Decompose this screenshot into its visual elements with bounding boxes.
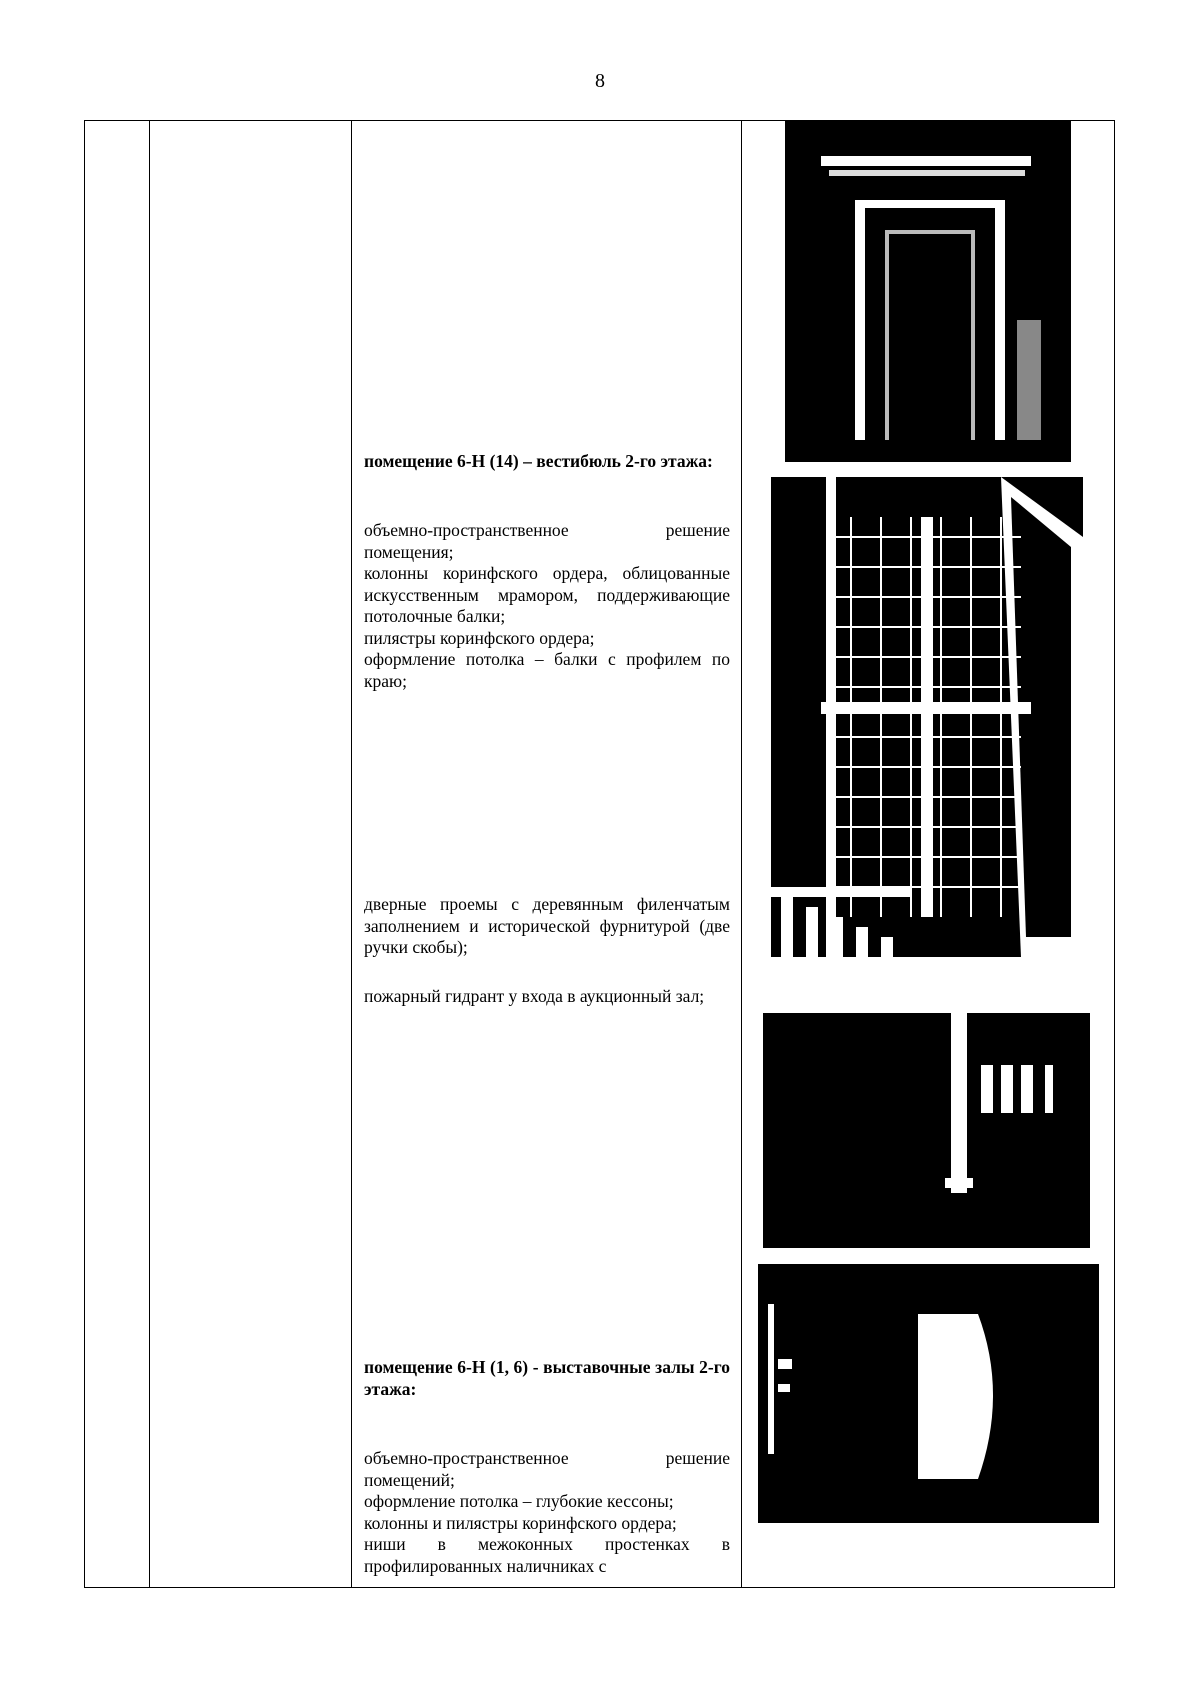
table-column-divider — [149, 121, 150, 1587]
vestibule-doors — [364, 894, 730, 959]
exhibition-heading-block — [364, 1357, 730, 1400]
vestibule-items — [364, 520, 730, 692]
list-item: ниши в межоконных простенках в профилированных наличниках с — [364, 1534, 730, 1576]
exhibition-items — [364, 1448, 730, 1577]
list-item: объемно-пространственное решение помещений; — [364, 1448, 730, 1490]
list-item: колонны и пилястры коринфского ордера; — [364, 1512, 677, 1533]
page-number: 8 — [595, 70, 605, 92]
exhibition-hall-photo — [758, 1264, 1099, 1523]
vestibule-heading: помещение 6-Н (14) – вестибюль 2-го этажа: — [364, 451, 713, 471]
exhibition-heading: помещение 6-Н (1, 6) - выставочные залы 2-го этажа: — [364, 1357, 730, 1399]
vestibule-heading-block — [364, 451, 730, 473]
vestibule-photo — [771, 477, 1083, 957]
list-item: оформление потолка – балки с профилем по краю; — [364, 649, 730, 691]
list-item: дверные проемы с деревянным филенчатым заполнением и исторической фурнитурой (две ручки скобы); — [364, 894, 730, 957]
doorway-photo — [785, 120, 1071, 462]
list-item: оформление потолка – глубокие кессоны; — [364, 1491, 674, 1511]
table-column-divider — [741, 121, 742, 1587]
vestibule-hydrant — [364, 986, 730, 1008]
list-item: колонны коринфского ордера, облицованные искусственным мрамором, поддерживающие потолочные балки; — [364, 563, 730, 626]
list-item: объемно-пространственное решение помещения; — [364, 520, 730, 562]
list-item: пилястры коринфского ордера; — [364, 627, 595, 648]
hydrant-photo — [763, 1013, 1090, 1248]
table-column-divider — [351, 121, 352, 1587]
list-item: пожарный гидрант у входа в аукционный зал; — [364, 986, 705, 1006]
